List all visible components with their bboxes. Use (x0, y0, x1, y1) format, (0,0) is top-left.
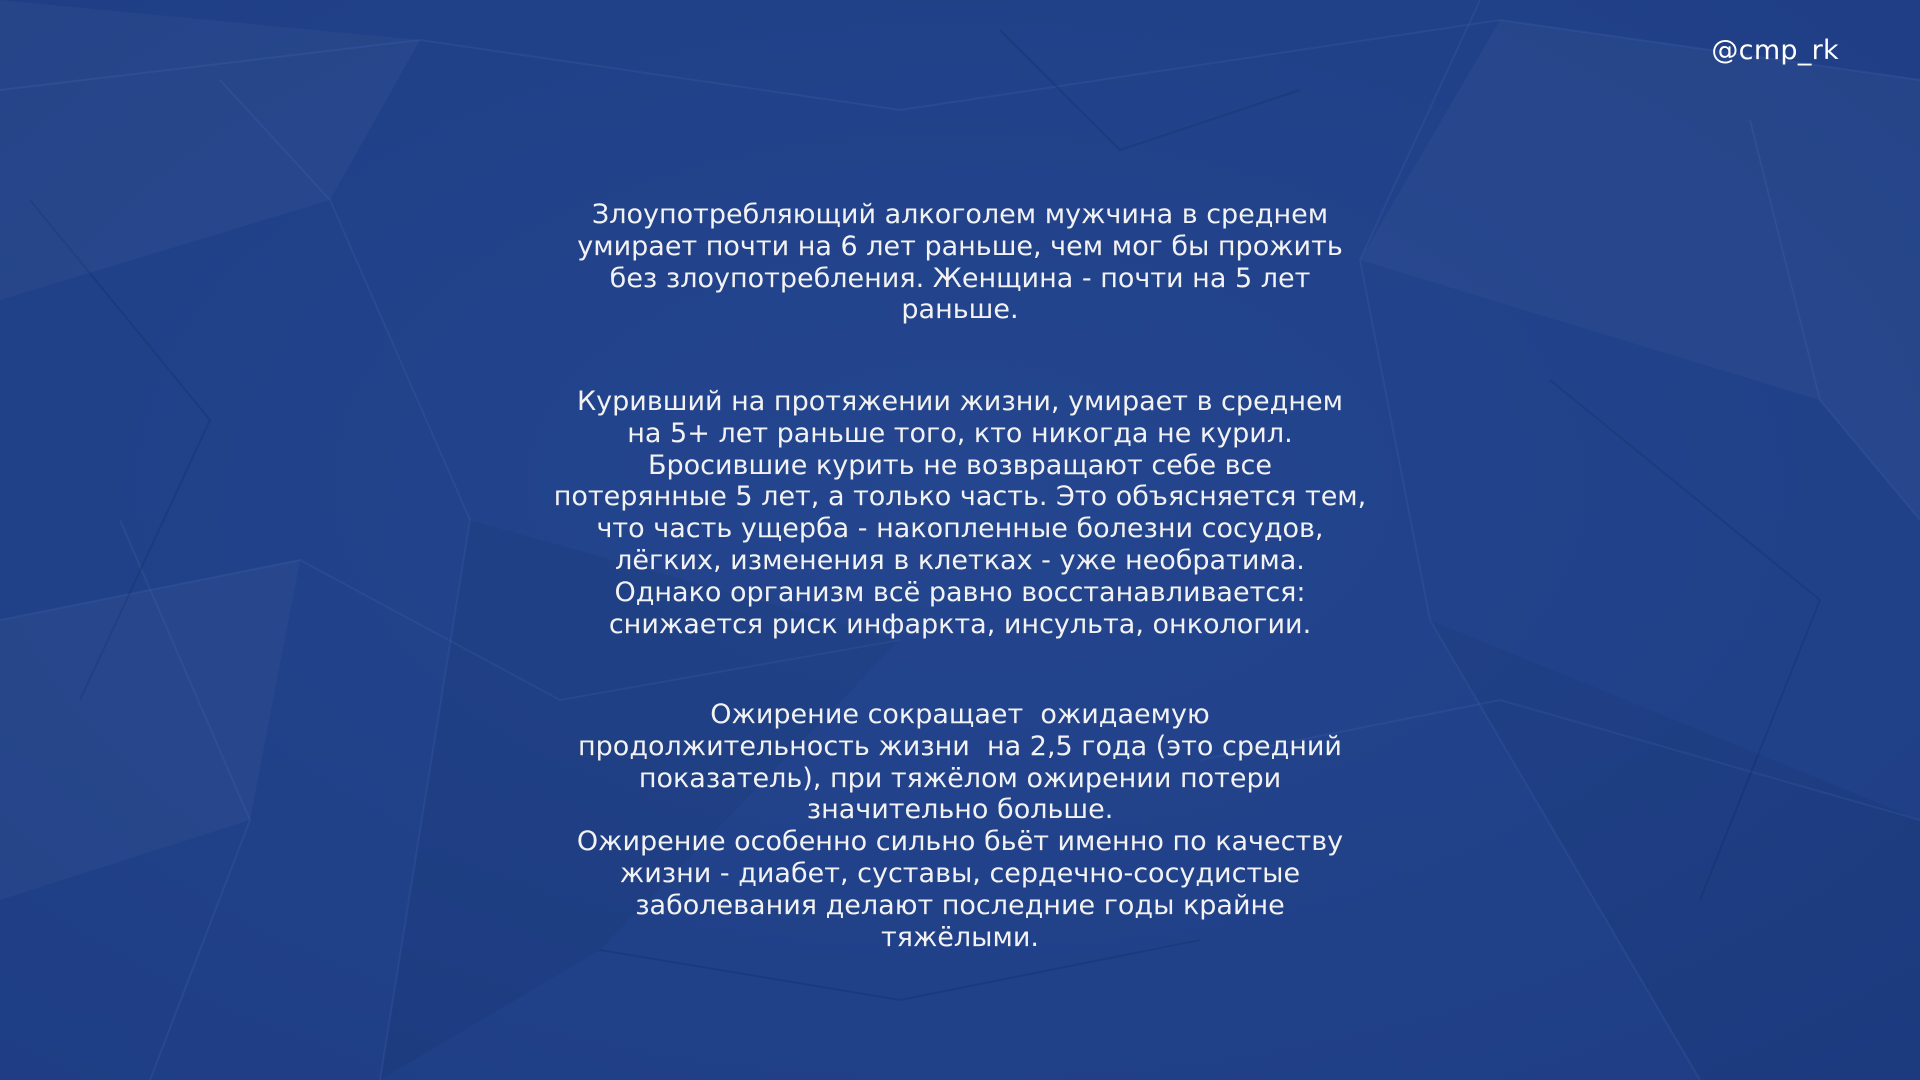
text-line: лёгких, изменения в клетках - уже необратима. (615, 544, 1305, 576)
paragraph-obesity (520, 699, 1400, 953)
text-line: Бросившие курить не возвращают себе все (647, 449, 1273, 481)
text-line: снижается риск инфаркта, инсульта, онкологии. (608, 608, 1312, 640)
text-line: продолжительность жизни на 2,5 года (это средний (578, 730, 1342, 762)
text-line: на 5+ лет раньше того, кто никогда не курил. (627, 417, 1293, 449)
text-line: Куривший на протяжении жизни, умирает в среднем (577, 386, 1343, 417)
paragraph-alcohol (520, 199, 1400, 326)
text-line: потерянные 5 лет, а только часть. Это объясняется тем, (553, 481, 1367, 513)
text-line: Ожирение сокращает ожидаемую (710, 699, 1210, 730)
text-line: раньше. (901, 294, 1019, 326)
text-line: показатель), при тяжёлом ожирении потери (638, 762, 1282, 794)
text-line: что часть ущерба - накопленные болезни сосудов, (596, 513, 1324, 545)
text-line: Ожирение особенно сильно бьёт именно по качеству (576, 826, 1344, 858)
text-line: без злоупотребления. Женщина - почти на 5 лет (609, 262, 1311, 294)
account-handle: @cmp_rk (1711, 35, 1839, 66)
text-line: жизни - диабет, суставы, сердечно-сосудистые (619, 857, 1301, 889)
text-line: умирает почти на 6 лет раньше, чем мог бы прожить (577, 230, 1343, 262)
text-line: Однако организм всё равно восстанавливается: (614, 576, 1306, 608)
text-line: значительно больше. (806, 794, 1114, 826)
text-line: Злоупотребляющий алкоголем мужчина в среднем (591, 199, 1329, 230)
text-line: заболевания делают последние годы крайне (635, 889, 1285, 921)
text-line: тяжёлыми. (881, 921, 1039, 953)
paragraph-smoking (520, 386, 1400, 640)
